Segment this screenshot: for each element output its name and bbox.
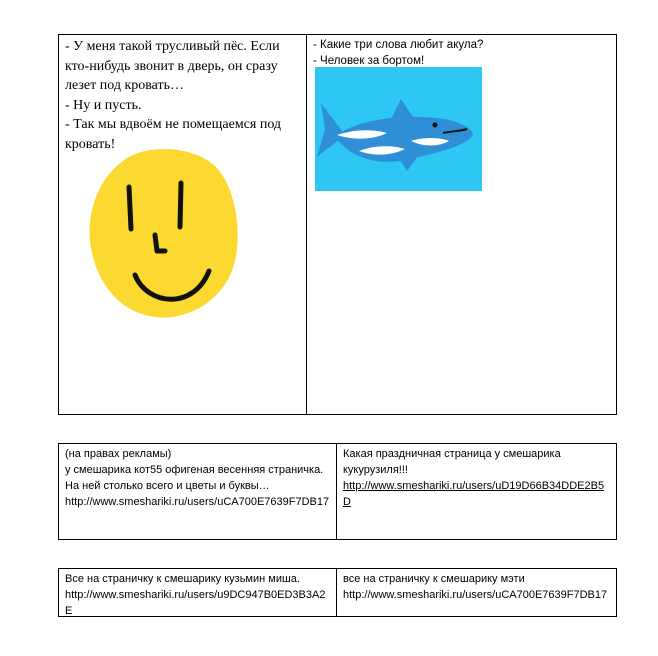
shark-drawing [315,67,482,191]
shark-eye [433,123,438,128]
joke-line: - Человек за бортом! [313,55,425,67]
ad-line: у смешарика кот55 офигеная весенняя страничка. На ней столько всего и цветы и буквы… [65,464,324,492]
ad-link[interactable]: http://www.smeshariki.ru/users/uD19D66B34DDE2B5D [343,480,605,508]
smiley-right-eye [180,183,181,227]
ad-table [58,443,617,540]
ad-cell-left [59,444,337,539]
ad-line: Какая праздничная страница у смешарика кукурузиля!!! [343,448,561,476]
smiley-face-fill [90,149,238,318]
ad-url: http://www.smeshariki.ru/users/uCA700E7639F7DB17 [65,496,330,508]
invite-url: http://www.smeshariki.ru/users/uCA700E7639F7DB17 [343,589,608,601]
invite-table [58,568,617,617]
invite-cell-right [337,569,616,616]
joke-line: - У меня такой трусливый пёс. Если кто-нибудь звонит в дверь, он сразу лезет под кровать… [65,39,280,93]
smiley-face-drawing [85,143,245,323]
invite-line: Все на страничку к смешарику кузьмин миша. [65,573,300,585]
invite-cell-left [59,569,337,616]
ad-cell-right [337,444,616,539]
ad-line: (на правах рекламы) [65,448,172,460]
invite-url: http://www.smeshariki.ru/users/u9DC947B0ED3B3A2E [65,589,326,617]
joke-line: - Какие три слова любит акула? [313,39,484,51]
joke-line: - Так мы вдвоём не помещаемся под кровать! [65,117,282,152]
invite-line: все на страничку к смешарику мэти [343,573,525,585]
smiley-left-eye [129,187,131,229]
joke-line: - Ну и пусть. [65,97,142,113]
